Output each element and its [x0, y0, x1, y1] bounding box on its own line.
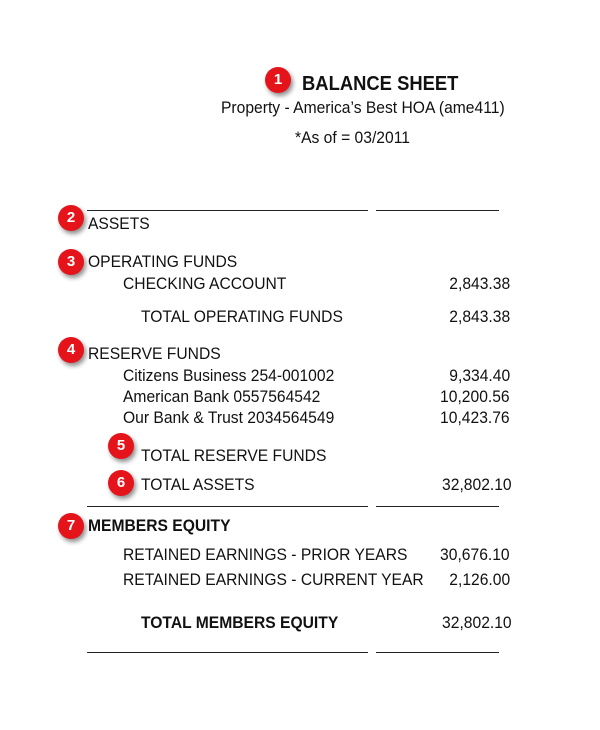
- callout-badge-6: 6: [108, 470, 134, 496]
- total-members-equity-label: TOTAL MEMBERS EQUITY: [141, 613, 339, 632]
- equity-item-amount: 2,126.00: [449, 570, 510, 589]
- total-members-equity-amount: 32,802.10: [442, 613, 512, 632]
- callout-badge-5: 5: [108, 433, 134, 459]
- property-line: Property - America’s Best HOA (ame411): [221, 98, 505, 117]
- reserve-item-label: Citizens Business 254-001002: [123, 366, 335, 385]
- callout-badge-3: 3: [58, 249, 84, 275]
- callout-badge-2: 2: [58, 205, 84, 231]
- total-reserve-funds-label: TOTAL RESERVE FUNDS: [141, 446, 327, 465]
- reserve-item-label: Our Bank & Trust 2034564549: [123, 408, 335, 427]
- total-operating-funds-amount: 2,843.38: [449, 307, 510, 326]
- callout-badge-7: 7: [58, 513, 84, 539]
- equity-item-amount: 30,676.10: [440, 545, 510, 564]
- mid-rule-right: [376, 506, 499, 507]
- top-rule-right: [376, 210, 499, 211]
- reserve-item-amount: 9,334.40: [449, 366, 510, 385]
- callout-badge-4: 4: [58, 337, 84, 363]
- reserve-funds-heading: RESERVE FUNDS: [88, 344, 221, 363]
- checking-account-label: CHECKING ACCOUNT: [123, 274, 287, 293]
- reserve-item-amount: 10,200.56: [440, 387, 510, 406]
- bottom-rule-left: [87, 652, 368, 653]
- equity-item-label: RETAINED EARNINGS - PRIOR YEARS: [123, 545, 408, 564]
- reserve-item-amount: 10,423.76: [440, 408, 510, 427]
- total-assets-amount: 32,802.10: [442, 475, 512, 494]
- assets-heading: ASSETS: [88, 214, 150, 233]
- top-rule-left: [87, 210, 368, 211]
- bottom-rule-right: [376, 652, 499, 653]
- checking-account-amount: 2,843.38: [449, 274, 510, 293]
- document-title: BALANCE SHEET: [302, 73, 459, 95]
- mid-rule-left: [87, 506, 368, 507]
- total-assets-label: TOTAL ASSETS: [141, 475, 255, 494]
- total-operating-funds-label: TOTAL OPERATING FUNDS: [141, 307, 343, 326]
- as-of-date: *As of = 03/2011: [295, 128, 410, 147]
- operating-funds-heading: OPERATING FUNDS: [88, 252, 238, 271]
- equity-item-label: RETAINED EARNINGS - CURRENT YEAR: [123, 570, 424, 589]
- members-equity-heading: MEMBERS EQUITY: [88, 516, 231, 535]
- reserve-item-label: American Bank 0557564542: [123, 387, 321, 406]
- callout-badge-1: 1: [265, 67, 291, 93]
